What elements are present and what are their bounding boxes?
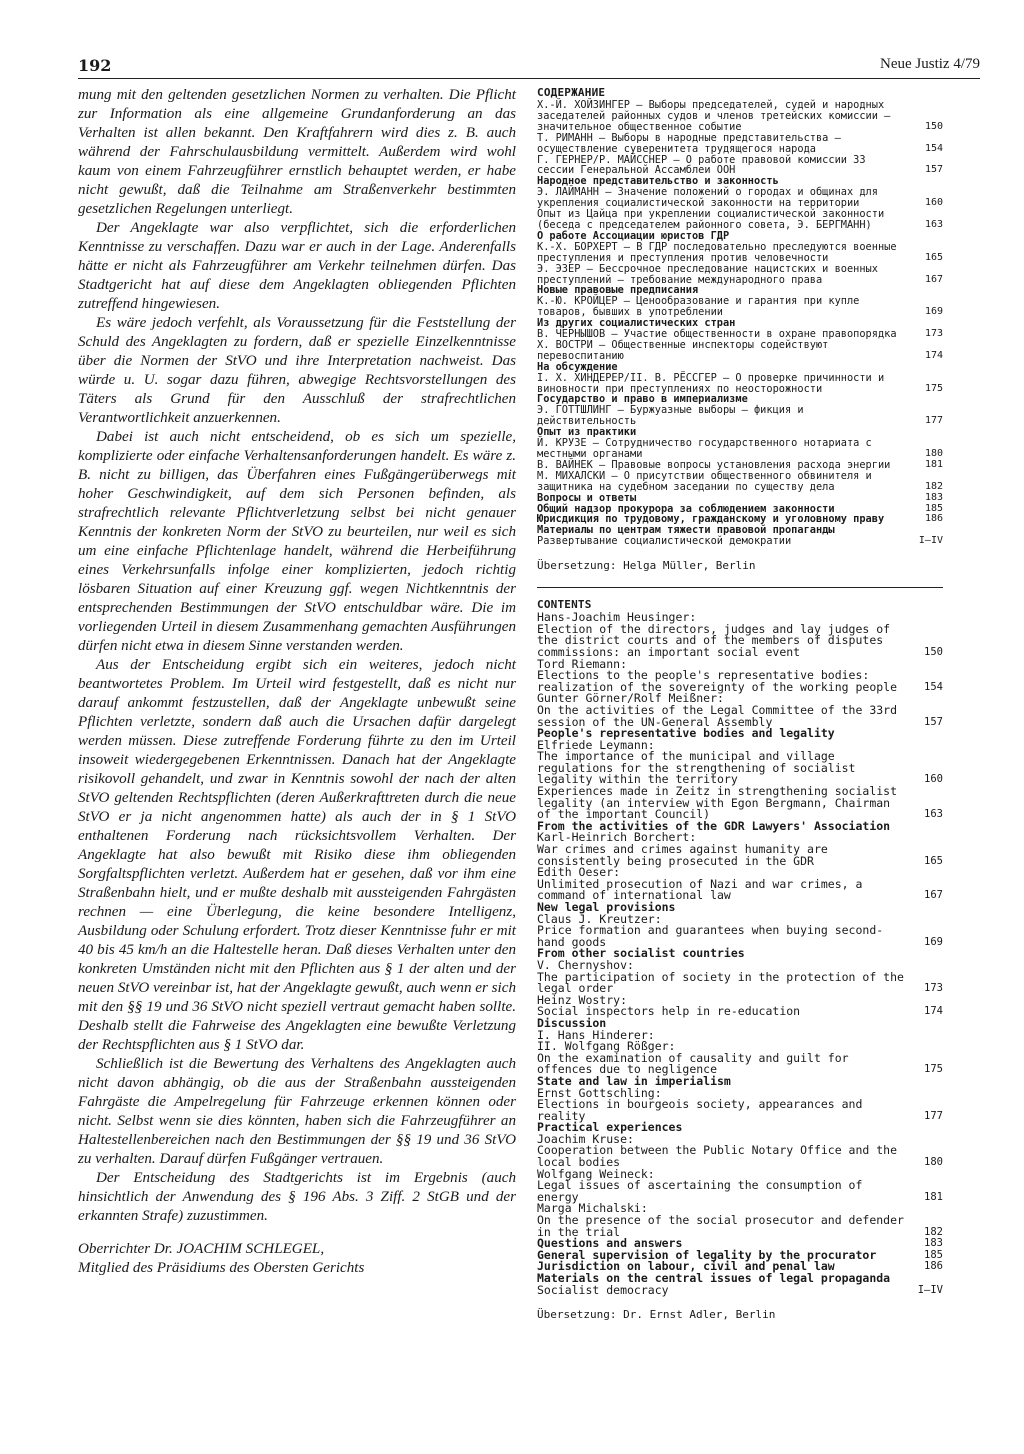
article-paragraph: Der Entscheidung des Stadtgerichts ist im Ergebnis (auch hinsichtlich der Anwendung des § 196 Abs. 3 Ziff. 2 StGB und der erkannten Strafe) zuzustimmen. [78,1170,516,1224]
toc-entry-page: 182 [924,480,943,492]
toc-entry [537,876,943,903]
article-paragraph: mung mit den geltenden gesetzlichen Normen zu verhalten. Die Pflicht zur Information als eine allgemeine Grundanforderung an das Verhalten ist allen bekannt. Den Kraftfahrern wird dies z. B. auch während der Fahrschulausbildung vermittelt. Außerdem wird wohl kaum von einem Fahrzeugführer ernstlich behauptet werden, er habe nicht gewußt, daß die Teilnahme am Straßenverkehr bestimmten gesetzlichen Regelungen unterliegt. [78,87,516,217]
toc-entry-text: Развертывание социалистической демократии [537,535,792,548]
toc-entry-page: 167 [924,273,943,285]
toc-entry-text: Hans-Joachim Heusinger: [537,610,697,625]
toc-entry-text: Karl-Heinrich Borchert: [537,830,697,845]
toc-entry [537,702,943,729]
toc-entry-page: 154 [924,680,943,693]
toc-entry-text: Elfriede Leymann: [537,737,655,752]
toc-entry-text: Social inspectors help in re-education [537,1004,801,1019]
toc-entry [537,751,943,786]
toc-entry-text: Socialist democracy [537,1282,669,1297]
toc-entry-text: Claus J. Kreutzer: [537,911,662,926]
toc-entry-text: Юрисдикция по трудовому, гражданскому и уголовному праву [537,513,885,526]
toc-entry-text: Cooperation between the Public Notary Office and the local bodies [537,1143,898,1170]
toc-entry-text: Э. ЭЗЕР — Бессрочное преследование нацистских и военных преступлений — требование международного права [537,262,878,286]
toc-entry-text: Joachim Kruse: [537,1131,634,1146]
toc-entry-text: Ernst Gottschling: [537,1085,662,1100]
toc-russian [537,86,943,573]
toc-entry-text: On the activities of the Legal Committee of the 33rd session of the UN-General Assembly [537,702,898,729]
toc-entry-page: 150 [924,645,943,658]
toc-entry-text: General supervision of legality by the procurator [537,1247,877,1262]
toc-entry-page: I—IV [918,535,943,547]
signature-name: Oberrichter Dr. JOACHIM SCHLEGEL, [78,1241,325,1257]
toc-entry [537,969,943,996]
toc-entry-page: 175 [924,1063,943,1076]
toc-entry [537,100,943,133]
toc-section-heading [537,493,943,504]
header-rule [78,78,980,79]
toc-entry-text: The participation of society in the protection of the legal order [537,969,904,996]
toc-entry-text: Й. КРУЗЕ — Сотрудничество государственного нотариата с местными органами [537,437,872,460]
toc-entry-page: 186 [924,1260,943,1273]
toc-entry-text: I. Hans Hinderer: [537,1027,655,1042]
toc-entry-text: Election of the directors, judges and lay judges of the district courts and of the members of disputes commissions: an important social event [537,621,891,659]
toc-entry [537,209,943,231]
toc-entry-text: Tord Riemann: [537,656,628,671]
toc-entry-text: Новые правовые предписания [537,284,699,297]
toc-english-title: CONTENTS [537,598,592,612]
toc-entry-text: Х.-Й. ХОЙЗИНГЕР — Выборы председателей, судей и народных заседателей районных судов и членов третейских комиссии — значительное общественное событие [537,99,891,133]
toc-english-list [537,612,943,1296]
toc-entry [537,1180,943,1203]
author-signature [78,1240,516,1278]
toc-entry-text: Опыт из Цайца при укреплении социалистической законности (беседа с председателем районного совета, Э. БЕРГМАНН) [537,208,885,231]
toc-entry-text: On the presence of the social prosecutor and defender in the trial [537,1213,904,1239]
toc-entry-text: Э. ЛАЙМАНН — Значение положений о городах и общинах для укрепления социалистической законности на территории [537,186,878,210]
toc-entry-page: 157 [924,164,943,176]
toc-entry-text: Э. ГОТТШЛИНГ — Буржуазные выборы — фикция и действительность [537,404,804,428]
toc-entry-page: 160 [924,773,943,786]
toc-entry-text: V. Chernyshov: [537,957,634,972]
toc-entry [537,1099,943,1122]
toc-entry-text: Price formation and guarantees when buying second-hand goods [537,923,884,949]
toc-russian-translator: Übersetzung: Helga Müller, Berlin [537,559,756,573]
toc-entry-text: People's representative bodies and legality [537,726,835,741]
article-paragraph: Dabei ist auch nicht entscheidend, ob es sich um spezielle, komplizierte oder einfache Verhaltensanforderungen handelt. Es wäre z. B. nicht zu billigen, das Überfahren eines Fußgängerüberwegs mit hoher Geschwindigkeit, auf dem sich Personen befinden, als strafrechtlich relevante Pflichtverletzung selbst bei nicht genauer Kenntnis der konkreten Norm der StVO zu beurteilen, nur weil es sich um eine einfache Pflichtenlage handelt, während die Herbeiführung eines Verkehrsunfalls infolge einer komplizierten, jedoch richtig lösbaren Situation auf einer Kreuzung ggf. wegen Nichtkenntnis der entsprechenden Bestimmungen der StVO entschuldbar wäre. Die im vorliegenden Urteil in diesem Zusammenhang gemachten Ausführungen dürfen nicht etwa in diesem Sinne verstanden werden. [78,429,516,654]
toc-entry [537,925,943,948]
toc-entry-page: 169 [924,306,943,318]
toc-entry-text: Edith Oeser: [537,865,621,880]
toc-entry-page: 181 [924,1190,943,1203]
toc-entry [537,1050,943,1077]
toc-entry-text: Discussion [537,1015,607,1030]
toc-entry-page: 173 [924,328,943,340]
toc-entry [537,373,943,395]
toc-english [537,598,943,1322]
toc-entry-page: 185 [924,1248,943,1261]
toc-entry [537,1282,943,1297]
toc-entry-page: 177 [924,415,943,427]
toc-entry-text: The importance of the municipal and village regulations for the strengthening of socialist legality within the territory [537,749,856,787]
toc-entry [537,133,943,155]
toc-entry-text: I. Х. ХИНДЕРЕР/II. В. РЁССГЕР — О проверке причинности и виновности при преступлениях по неосторожности [537,371,885,395]
toc-entry-text: Г. ГЕРНЕР/Р. МАЙССНЕР — О работе правовой комиссии 33 сессии Генеральной Ассамблеи ООН [537,153,866,177]
toc-entry [537,340,943,362]
page-number: 192 [78,56,112,75]
toc-entry-page: 174 [924,1005,943,1018]
toc-entry [537,536,943,547]
toc-entry-page: 150 [924,120,943,132]
toc-entry-text: From other socialist countries [537,946,745,961]
toc-entry-page: 181 [924,458,943,470]
toc-entry-text: На обсуждение [537,360,618,373]
toc-entry-page: 182 [924,1225,943,1238]
toc-entry-text: Gunter Görner/Rolf Meißner: [537,691,724,706]
toc-entry-text: К.-Х. БОРХЕРТ — В ГДР последовательно преследуются военные преступления и преступления против человечности [537,240,897,264]
toc-entry-page: 157 [924,715,943,728]
toc-entry-text: Marga Michalski: [537,1201,648,1216]
section-divider [537,587,943,588]
toc-entry-text: В. ВАЙНЕК — Правовые вопросы установления расхода энергии [537,458,891,471]
toc-entry [537,1215,943,1238]
toc-entry-text: Practical experiences [537,1120,683,1135]
toc-entry-page: I—IV [917,1283,943,1296]
toc-entry-text: On the examination of causality and guilt for offences due to negligence [537,1050,849,1077]
toc-entry-text: Unlimited prosecution of Nazi and war crimes, a command of international law [537,876,863,903]
toc-entry-text: Questions and answers [537,1236,683,1251]
toc-entry-page: 180 [924,448,943,459]
toc-entry [537,670,943,693]
toc-entry-page: 165 [924,854,943,867]
toc-entry-text: О работе Ассоциации юристов ГДР [537,229,730,242]
toc-entry-page: 175 [924,382,943,394]
toc-entry-page: 186 [924,513,943,525]
toc-entry [537,786,943,821]
toc-entry-text: Jurisdiction on labour, civil and penal law [537,1259,835,1274]
toc-entry-text: Из других социалистических стран [537,317,736,330]
toc-entry-page: 174 [924,349,943,361]
toc-entry-text: Общий надзор прокурора за соблюдением законности [537,502,835,515]
toc-entry-text: Государство и право в империализме [537,393,748,406]
toc-entry [537,438,943,460]
toc-entry-text: War crimes and crimes against humanity are consistently being prosecuted in the GDR [537,842,828,868]
toc-russian-title: СОДЕРЖАНИЕ [537,86,606,99]
toc-entry-page: 163 [924,218,943,230]
toc-entry-page: 154 [924,142,943,154]
toc-entry-page: 169 [924,935,943,948]
toc-entry-text: New legal provisions [537,900,676,914]
toc-entry [537,264,943,286]
toc-entry-text: Народное представительство и законность [537,175,779,188]
article-paragraph: Schließlich ist die Bewertung des Verhaltens des Angeklagten auch nicht davon abhängig, ob die aus der Straßenbahn aussteigenden Fahrgäste die Ampelregelung für Fahrzeuge erkennen können oder nicht. Selbst wenn sie dies könnten, haben sich die Fahrzeugführer an Haltestellenbereichen nach den Bestimmungen der §§ 19 und 36 StVO zu verhalten. Darauf dürfen Fußgänger vertrauen. [78,1056,516,1167]
article-column [78,86,516,1278]
toc-entry [537,471,943,493]
toc-entry-page: 173 [924,982,943,995]
toc-entry-text: К.-Ю. КРОЙЦЕР — Ценообразование и гарантия при купле товаров, бывших в употреблении [537,295,860,319]
signature-title: Mitglied des Präsidiums des Obersten Gerichts [78,1260,365,1276]
toc-entry-page: 185 [924,502,943,514]
toc-entry [537,844,943,867]
toc-entry-page: 183 [924,491,943,503]
article-paragraph: Aus der Entscheidung ergibt sich ein weiteres, jedoch nicht beantwortetes Problem. Im Urteil wird festgestellt, daß es nicht nur darauf ankommt festzustellen, daß der Angeklagte unbewußt seine Pflichten verletzte, sondern daß auch die Ursachen dafür dargelegt werden müssen. Diese zutreffende Forderung führte zu den im Urteil insoweit wiedergegebenen Erkenntnissen. Danach hat der Angeklagte risikovoll gehandelt, und zwar in Kenntnis sowohl der nach der alten StVO geltenden Rechtspflichten (deren Außerkrafttreten durch die neue StVO er ja nicht angenommen hatte) als auch der in § 1 StVO enthaltenen Forderung nach rücksichtsvollem Verhalten. Der Angeklagte hat also bewußt mit Risiko diese ihm obliegenden Sorgfaltspflichten verletzt. Außerdem hat er gesehen, daß vor ihm eine Straßenbahn hielt, und er mußte deshalb mit aussteigenden Fahrgästen rechnen — eine Überlegung, die keine besondere Intelligenz, Ausbildung oder Schulung erfordert. Trotz dieser Kenntnisse fuhr er mit 40 bis 45 km/h an die Haltestelle heran. Daß dieses Verhalten unter den konkreten Umständen nicht mit den Pflichten aus § 1 der alten und der neuen StVO vereinbar ist, hat der Angeklagte gewußt, auch wenn er sich mit den §§ 19 und 36 StVO nicht speziell vertraut gemacht haben sollte. Deshalb stellt die Fahrweise des Angeklagten eine bewußte Verletzung der Rechtspflichten aus § 1 StVO dar. [78,657,516,1053]
page-header [78,56,980,80]
toc-entry-text: II. Wolfgang Rößger: [537,1039,676,1054]
toc-entry-page: 160 [924,197,943,209]
toc-entry-page: 167 [924,889,943,902]
toc-entry-text: Elections to the people's representative bodies: realization of the sovereignty of the working people [537,668,898,694]
toc-entry-text: Elections in bourgeois society, appearances and reality [537,1097,863,1123]
journal-issue: Neue Justiz 4/79 [880,56,980,72]
toc-entry [537,405,943,427]
toc-entry-text: Materials on the central issues of legal propaganda [537,1271,891,1285]
toc-entry [537,155,943,177]
toc-entry-text: Х. ВОСТРИ — Общественные инспекторы содействуют перевоспитанию [537,338,829,362]
toc-entry-text: From the activities of the GDR Lawyers' Association [537,818,891,833]
toc-entry-page: 163 [924,808,943,821]
toc-entry-text: State and law in imperialism [537,1073,731,1088]
toc-entry-text: М. МИХАЛСКИ — О присутствии общественного обвинителя и защитника на судебном заседании по существу дела [537,469,872,493]
article-paragraph: Der Angeklagte war also verpflichtet, sich die erforderlichen Kenntnisse zu verschaffen. Dazu war er auch in der Lage. Anderenfalls hätte er nicht als Fahrzeugführer am Verkehr teilnehmen dürfen. Das Stadtgericht hat auf diese dem Angeklagten obliegenden Pflichten zutreffend hingewiesen. [78,220,516,312]
toc-entry-page: 177 [924,1109,943,1122]
toc-russian-list [537,100,943,547]
toc-entry-text: Legal issues of ascertaining the consumption of energy [537,1178,863,1204]
contents-column [537,86,943,1322]
toc-entry [537,296,943,318]
toc-entry [537,242,943,264]
toc-entry [537,1145,943,1168]
toc-entry-text: Вопросы и ответы [537,491,637,504]
toc-entry-text: Т. РИМАНН — Выборы в народные представительства — осуществление суверенитета трудящегося народа [537,131,841,155]
toc-english-translator: Übersetzung: Dr. Ernst Adler, Berlin [537,1308,776,1322]
toc-entry [537,187,943,209]
article-paragraph: Es wäre jedoch verfehlt, als Voraussetzung für die Feststellung der Schuld des Angeklagten zu fordern, daß er spezielle Einzelkenntnisse über die Normen der StVO und ihre Interpretation nachweist. Das würde u. U. sogar dazu führen, abwegige Rechtsvorstellungen des Täters als Grund für den Ausschluß der strafrechtlichen Verantwortlichkeit anzuerkennen. [78,315,516,426]
toc-entry-page: 180 [924,1156,943,1169]
toc-entry [537,621,943,659]
toc-entry-page: 183 [924,1237,943,1250]
toc-entry-text: Опыт из практики [537,426,637,439]
toc-entry-text: В. ЧЕРНЫШОВ — Участие общественности в охране правопорядка [537,328,897,341]
toc-entry-text: Heinz Wostry: [537,992,628,1007]
toc-entry-page: 165 [924,251,943,263]
toc-entry-text: Материалы по центрам тяжести правовой пропаганды [537,524,835,537]
toc-entry-text: Wolfgang Weineck: [537,1166,655,1181]
toc-entry-text: Experiences made in Zeitz in strengthening socialist legality (an interview with Egon Bergmann, Chairman of the important Council) [537,784,898,822]
